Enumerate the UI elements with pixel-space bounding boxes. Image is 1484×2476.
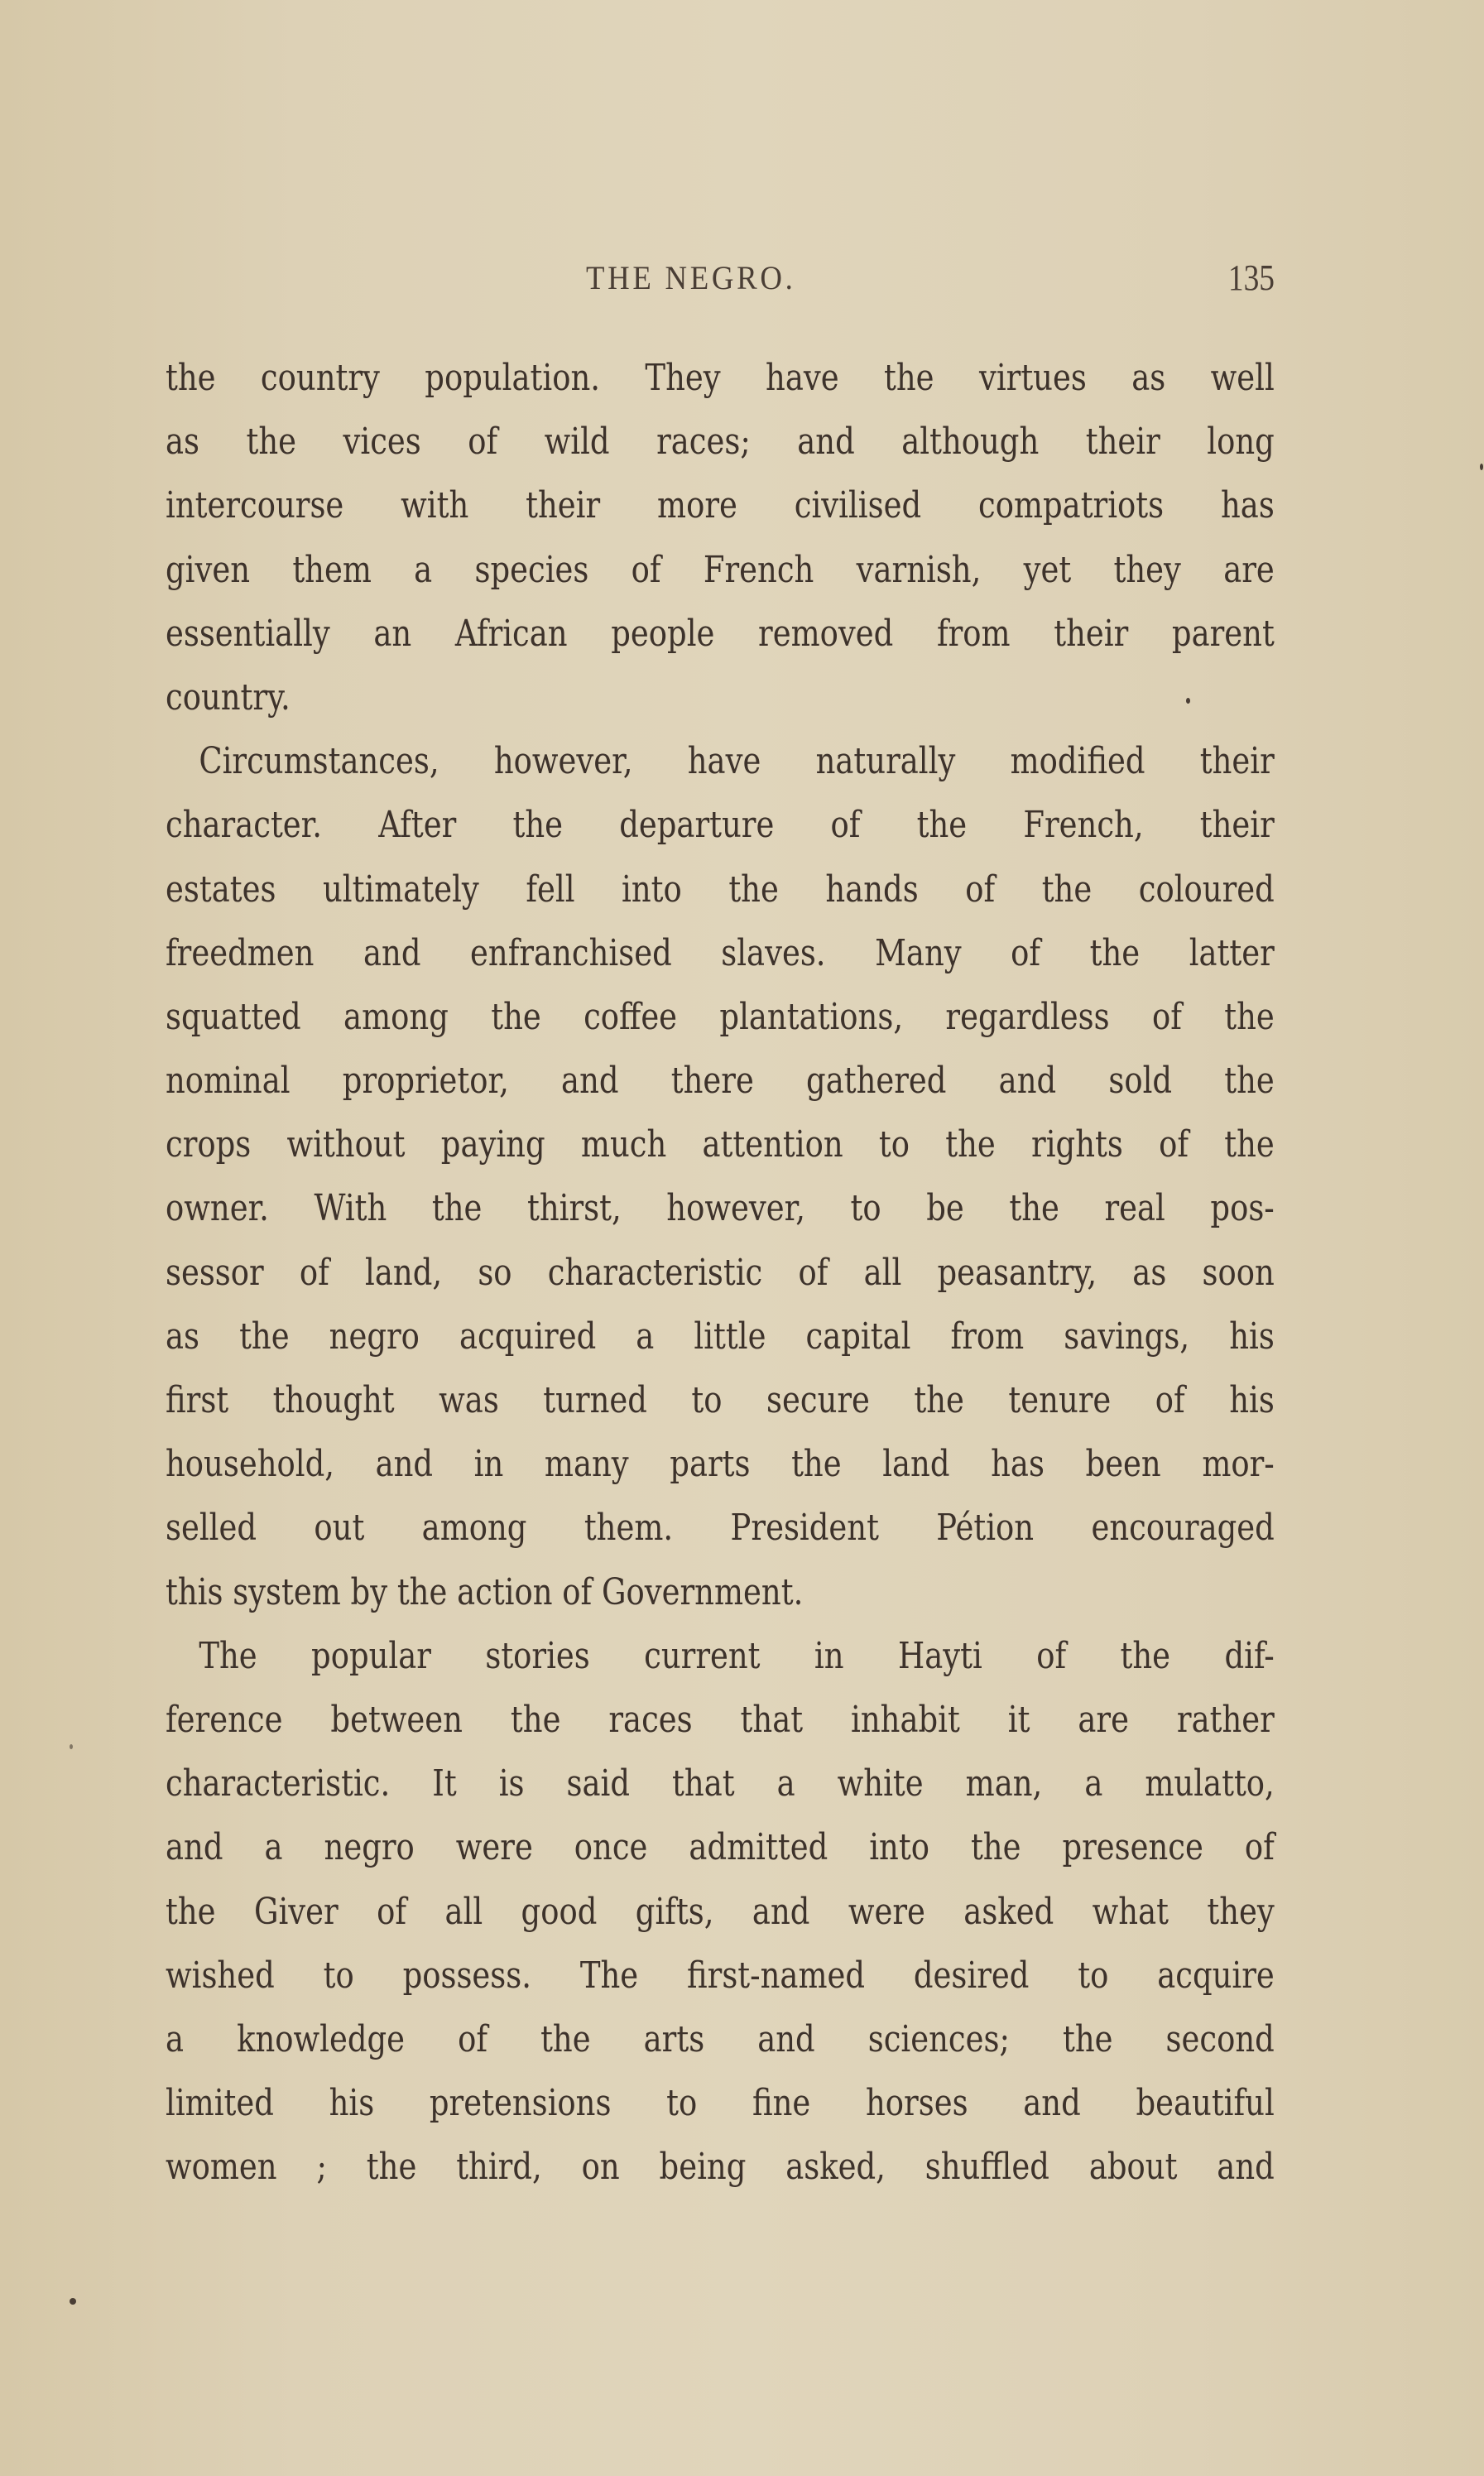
text-line: estates ultimately fell into the hands of the coloured [166, 868, 1275, 911]
text-line: The popular stories current in Hayti of the dif- [199, 1634, 1275, 1677]
text-line: women ; the third, on being asked, shuffled about and [166, 2146, 1275, 2189]
body-text [166, 346, 1275, 2199]
text-line: selled out among them. President Pétion encouraged [166, 1507, 1275, 1550]
paper-speck [1186, 698, 1190, 704]
text-line: sessor of land, so characteristic of all peasantry, as soon [166, 1251, 1275, 1294]
text-line: ference between the races that inhabit it are rather [166, 1698, 1275, 1741]
text-line: the country population. They have the virtues as well [166, 357, 1275, 399]
text-line: freedmen and enfranchised slaves. Many of the latter [166, 931, 1275, 974]
page-number: 135 [1227, 257, 1275, 298]
text-line: intercourse with their more civilised compatriots has [166, 484, 1275, 527]
paragraph [166, 346, 1275, 729]
text-line: this system by the action of Government. [166, 1570, 804, 1613]
text-line: nominal proprietor, and there gathered and sold the [166, 1060, 1275, 1103]
text-line: as the negro acquired a little capital from savings, his [166, 1315, 1275, 1358]
paper-speck [1480, 464, 1483, 470]
text-line: household, and in many parts the land has been mor- [166, 1443, 1275, 1486]
paragraph [166, 729, 1275, 1624]
text-line: Circumstances, however, have naturally modified their [199, 740, 1275, 783]
text-line: first thought was turned to secure the tenure of his [166, 1379, 1275, 1421]
text-line: essentially an African people removed from their parent [166, 612, 1275, 655]
paper-speck [70, 2298, 76, 2305]
text-line: owner. With the thirst, however, to be the real pos- [166, 1187, 1275, 1230]
paper-speck [70, 1744, 73, 1749]
running-title: THE NEGRO. [586, 259, 796, 296]
text-line: wished to possess. The first-named desired to acquire [166, 1954, 1275, 1997]
text-line: a knowledge of the arts and sciences; the second [166, 2017, 1275, 2060]
running-head [166, 258, 1275, 308]
text-line: squatted among the coffee plantations, regardless of the [166, 995, 1275, 1038]
text-line: country. [166, 675, 291, 719]
paragraph [166, 1624, 1275, 2200]
text-line: characteristic. It is said that a white man, a mulatto, [166, 1762, 1275, 1805]
text-line: limited his pretensions to fine horses and beautiful [166, 2082, 1275, 2125]
text-line: crops without paying much attention to the rights of the [166, 1123, 1275, 1166]
text-line: and a negro were once admitted into the presence of [166, 1826, 1275, 1869]
text-line: as the vices of wild races; and although their long [166, 421, 1275, 464]
text-line: the Giver of all good gifts, and were asked what they [166, 1890, 1275, 1933]
text-line: character. After the departure of the French, their [166, 804, 1275, 847]
text-line: given them a species of French varnish, yet they are [166, 548, 1275, 591]
